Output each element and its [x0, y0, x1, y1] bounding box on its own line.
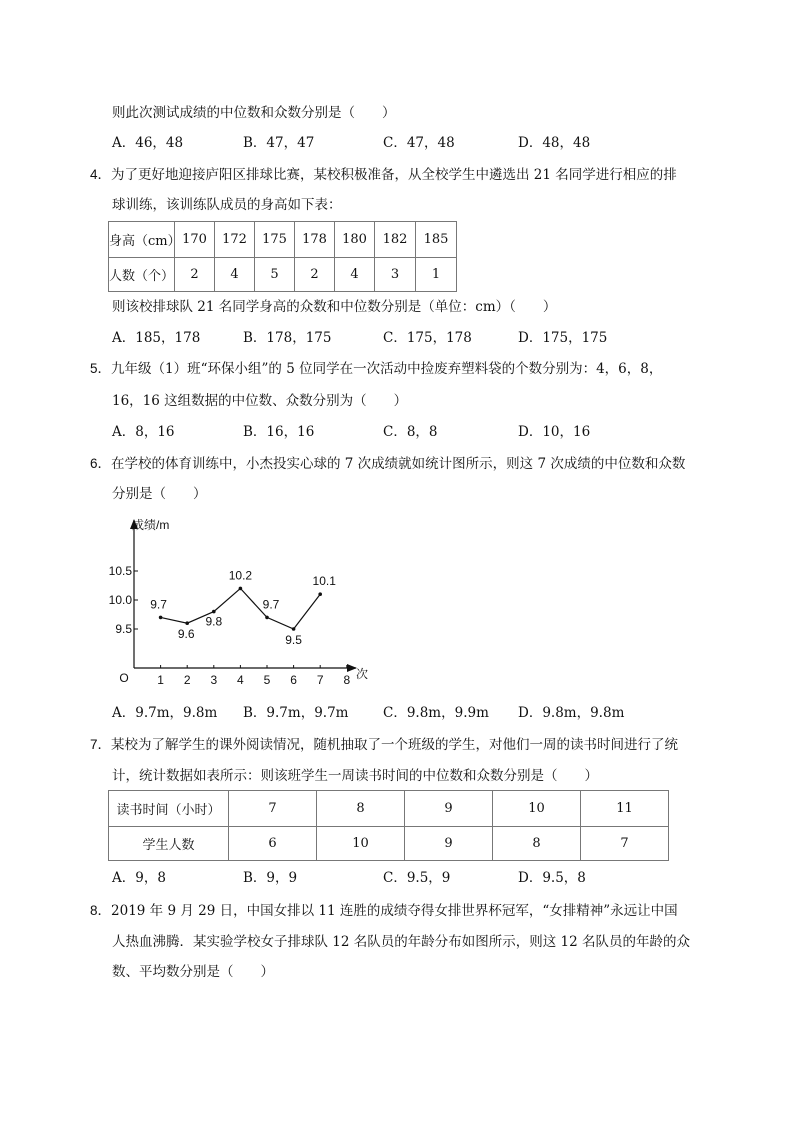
data-point — [239, 587, 243, 591]
q4-row1-label: 身高（cm） — [109, 222, 175, 258]
q7-table-row-hours — [109, 791, 669, 827]
q4-table-row-height — [109, 222, 457, 258]
q8-number: 8． — [90, 903, 112, 918]
x-tick-label: 7 — [316, 673, 324, 687]
q4-height-cell: 175 — [255, 222, 295, 258]
q4-table-row-count — [109, 258, 457, 292]
y-tick-label: 10.0 — [108, 593, 132, 607]
data-point — [318, 592, 322, 596]
origin-label: O — [119, 671, 129, 685]
q4-question: 则该校排球队 21 名同学身高的众数和中位数分别是（单位：cm）（ ） — [112, 299, 557, 315]
q7-hours-cell: 7 — [229, 791, 317, 827]
q4-line-2: 球训练，该训练队成员的身高如下表： — [112, 197, 342, 213]
q6-option-b[interactable]: B．9.7m，9.7m — [243, 705, 349, 721]
q7-hours-cell: 8 — [317, 791, 405, 827]
q6-option-a[interactable]: A．9.7m，9.8m — [112, 705, 218, 721]
data-point — [159, 616, 163, 620]
x-tick-label: 5 — [263, 673, 271, 687]
q4-count-cell: 2 — [295, 258, 335, 292]
q4-count-cell: 5 — [255, 258, 295, 292]
q4-height-cell: 172 — [215, 222, 255, 258]
q7-row2-label: 学生人数 — [109, 827, 229, 861]
q7-students-cell: 10 — [317, 827, 405, 861]
q5-option-c[interactable]: C．8，8 — [383, 424, 438, 440]
q6-line-1 — [90, 455, 685, 473]
data-label: 9.7 — [150, 597, 167, 612]
q4-line-1 — [90, 166, 677, 184]
q5-text-1: 九年级（1）班“环保小组”的 5 位同学在一次活动中捡废弃塑料袋的个数分别为：4，6，8， — [111, 361, 663, 377]
q6-line-2: 分别是（ ） — [112, 486, 207, 502]
q4-height-cell: 180 — [335, 222, 375, 258]
q7-hours-cell: 10 — [493, 791, 581, 827]
q5-option-d[interactable]: D．10，16 — [518, 424, 591, 440]
data-label: 9.8 — [205, 614, 223, 629]
q5-number: 5． — [90, 361, 112, 376]
x-tick-label: 2 — [183, 673, 191, 687]
q7-students-cell: 7 — [581, 827, 669, 861]
q4-option-d[interactable]: D．175，175 — [518, 330, 608, 346]
q8-line-2: 人热血沸腾．某实验学校女子排球队 12 名队员的年龄分布如图所示，则这 12 名队员的年龄的众 — [112, 934, 691, 950]
q4-count-cell: 1 — [416, 258, 457, 292]
data-point — [212, 610, 216, 614]
q3-stem-tail: 则此次测试成绩的中位数和众数分别是（ ） — [112, 105, 396, 121]
data-label: 9.6 — [177, 627, 195, 642]
q4-count-cell: 4 — [335, 258, 375, 292]
q7-students-cell: 9 — [405, 827, 493, 861]
q4-count-cell: 2 — [175, 258, 215, 292]
q5-line-2: 16，16 这组数据的中位数、众数分别为（ ） — [112, 393, 408, 409]
q8-line-1 — [90, 902, 678, 920]
q4-height-cell: 170 — [175, 222, 215, 258]
q4-option-c[interactable]: C．175，178 — [383, 330, 472, 346]
q4-row2-label: 人数（个） — [109, 258, 175, 292]
x-tick-label: 8 — [343, 673, 351, 687]
q6-option-c[interactable]: C．9.8m，9.9m — [383, 705, 489, 721]
q3-option-d[interactable]: D．48，48 — [518, 135, 591, 151]
q4-height-cell: 178 — [295, 222, 335, 258]
q6-line-chart — [100, 512, 380, 692]
x-axis-label: 次 — [355, 667, 369, 681]
q7-hours-cell: 11 — [581, 791, 669, 827]
data-point — [292, 627, 296, 631]
q8-line-3: 数、平均数分别是（ ） — [112, 964, 274, 980]
q7-row1-label: 读书时间（小时） — [109, 791, 229, 827]
x-tick-label: 1 — [157, 673, 164, 687]
data-point — [185, 621, 189, 625]
q7-students-cell: 8 — [493, 827, 581, 861]
q7-option-a[interactable]: A．9，8 — [112, 870, 166, 886]
q4-option-a[interactable]: A．185，178 — [112, 330, 201, 346]
q7-table-row-students — [109, 827, 669, 861]
q6-number: 6． — [90, 456, 112, 471]
q4-height-cell: 185 — [416, 222, 457, 258]
data-label: 9.5 — [285, 633, 302, 647]
q7-option-b[interactable]: B．9，9 — [243, 870, 298, 886]
q4-height-table — [108, 221, 457, 292]
y-axis-label: 成绩/m — [132, 518, 170, 532]
q4-count-cell: 3 — [375, 258, 416, 292]
q6-text-1: 在学校的体育训练中，小杰投实心球的 7 次成绩就如统计图所示，则这 7 次成绩的中位数和众数 — [111, 456, 686, 472]
q7-number: 7． — [90, 737, 112, 752]
x-tick-label: 3 — [210, 673, 218, 687]
q4-option-b[interactable]: B．178，175 — [243, 330, 332, 346]
q7-option-c[interactable]: C．9.5，9 — [383, 870, 451, 886]
q4-height-cell: 182 — [375, 222, 416, 258]
x-tick-label: 6 — [290, 673, 297, 687]
q7-reading-table — [108, 790, 669, 861]
data-label: 10.1 — [312, 574, 336, 589]
data-point — [265, 616, 269, 620]
q7-text-1: 某校为了解学生的课外阅读情况，随机抽取了一个班级的学生，对他们一周的读书时间进行了统 — [111, 737, 679, 753]
q6-option-d[interactable]: D．9.8m，9.8m — [518, 705, 625, 721]
q7-hours-cell: 9 — [405, 791, 493, 827]
q3-option-a[interactable]: A．46，48 — [112, 135, 184, 151]
q8-text-1: 2019 年 9 月 29 日，中国女排以 11 连胜的成绩夺得女排世界杯冠军，“女排精神”永远让中国 — [111, 903, 678, 919]
q5-option-b[interactable]: B．16，16 — [243, 424, 315, 440]
q3-option-c[interactable]: C．47，48 — [383, 135, 455, 151]
q7-students-cell: 6 — [229, 827, 317, 861]
q4-text-1: 为了更好地迎接庐阳区排球比赛，某校积极准备，从全校学生中遴选出 21 名同学进行相应的排 — [111, 167, 677, 183]
q5-option-a[interactable]: A．8，16 — [112, 424, 175, 440]
q7-line-1 — [90, 736, 678, 754]
q7-option-d[interactable]: D．9.5，8 — [518, 870, 586, 886]
series-line — [161, 588, 321, 629]
y-tick-label: 9.5 — [115, 622, 132, 636]
q4-count-cell: 4 — [215, 258, 255, 292]
y-tick-label: 10.5 — [108, 564, 132, 578]
x-tick-label: 4 — [237, 673, 244, 687]
q3-option-b[interactable]: B．47，47 — [243, 135, 315, 151]
data-label: 9.7 — [262, 597, 280, 612]
q5-line-1 — [90, 360, 662, 378]
data-label: 10.2 — [228, 568, 253, 583]
q7-line-2: 计，统计数据如表所示：则该班学生一周读书时间的中位数和众数分别是（ ） — [112, 768, 598, 784]
q4-number: 4． — [90, 167, 112, 182]
